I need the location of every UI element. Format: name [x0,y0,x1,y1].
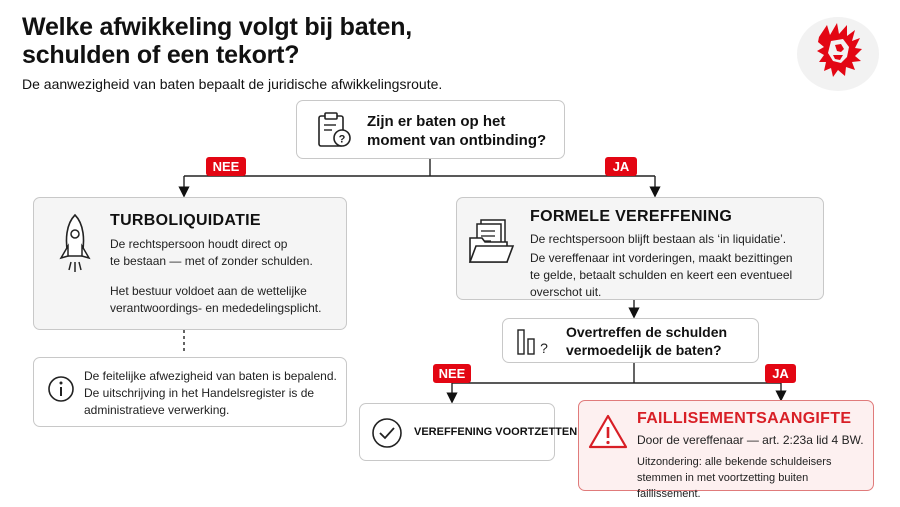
yes-label-branch2: JA [765,364,796,383]
question-box-debts [502,318,759,363]
bankruptcy-filing-box [578,400,874,500]
warning-triangle-icon [587,413,629,456]
rocket-icon [57,212,93,287]
clipboard-question-icon [314,111,354,156]
bankruptcy-text2-line2: stemmen in met voortzetting buiten faillissement. [637,472,809,500]
title-line-1: Welke afwikkeling volgt bij baten, [22,13,413,41]
bankruptcy-text2-line1: Uitzondering: alle bekende schuldeisers [637,456,832,468]
svg-text:?: ? [540,340,548,356]
title-line-2: schulden of een tekort? [22,41,300,69]
info-line3: administratieve verwerking. [84,403,230,417]
info-line2: De uitschrijving in het Handelsregister is de [84,386,315,400]
page-subtitle: De aanwezigheid van baten bepaalt de juridische afwikkelingsroute. [22,76,443,92]
bankruptcy-title: FAILLISEMENTSAANGIFTE [637,410,852,427]
formal-text2-line2: te gelde, betaalt schulden en keert een eventueel [530,268,793,282]
question2-line1: Overtreffen de schulden [566,324,728,340]
formal-text2-line3: overschot uit. [530,285,602,299]
question1-line1: Zijn er baten op het [367,113,506,130]
turboliquidation-title: TURBOLIQUIDATIE [110,212,261,229]
question2-line2: vermoedelijk de baten? [566,342,722,358]
continue-liquidation-box [359,403,578,461]
turbo-text1-line2: te bestaan — met of zonder schulden. [110,254,313,268]
bar-chart-question-icon [515,327,555,362]
no-label-branch1: NEE [206,157,246,176]
no-label-branch2: NEE [433,364,471,383]
yes-label-branch1: JA [605,157,637,176]
continue-label: VEREFFENING VOORTZETTEN [414,426,578,438]
formal-text1: De rechtspersoon blijft bestaan als ‘in liquidatie’. [530,232,787,246]
turbo-text2-line2: verantwoordings- en mededelingsplicht. [110,301,322,315]
folder-documents-icon [467,216,517,273]
info-icon [46,374,76,409]
formal-liquidation-box [456,197,824,300]
formal-text2-line1: De vereffenaar int vorderingen, maakt bezittingen [530,251,793,265]
question1-line2: moment van ontbinding? [367,132,547,149]
check-circle-icon [370,416,404,455]
info-note-box [33,357,347,427]
question-box-assets [296,100,565,159]
turbo-text2-line1: Het bestuur voldoet aan de wettelijke [110,284,307,298]
formal-liquidation-title: FORMELE VEREFFENING [530,208,733,225]
bankruptcy-text1: Door de vereffenaar — art. 2:23a lid 4 BW. [637,433,864,447]
svg-text:?: ? [338,133,346,146]
info-line1: De feitelijke afwezigheid van baten is bepalend. [84,369,337,383]
turbo-text1-line1: De rechtspersoon houdt direct op [110,237,288,251]
turboliquidation-box [33,197,347,330]
